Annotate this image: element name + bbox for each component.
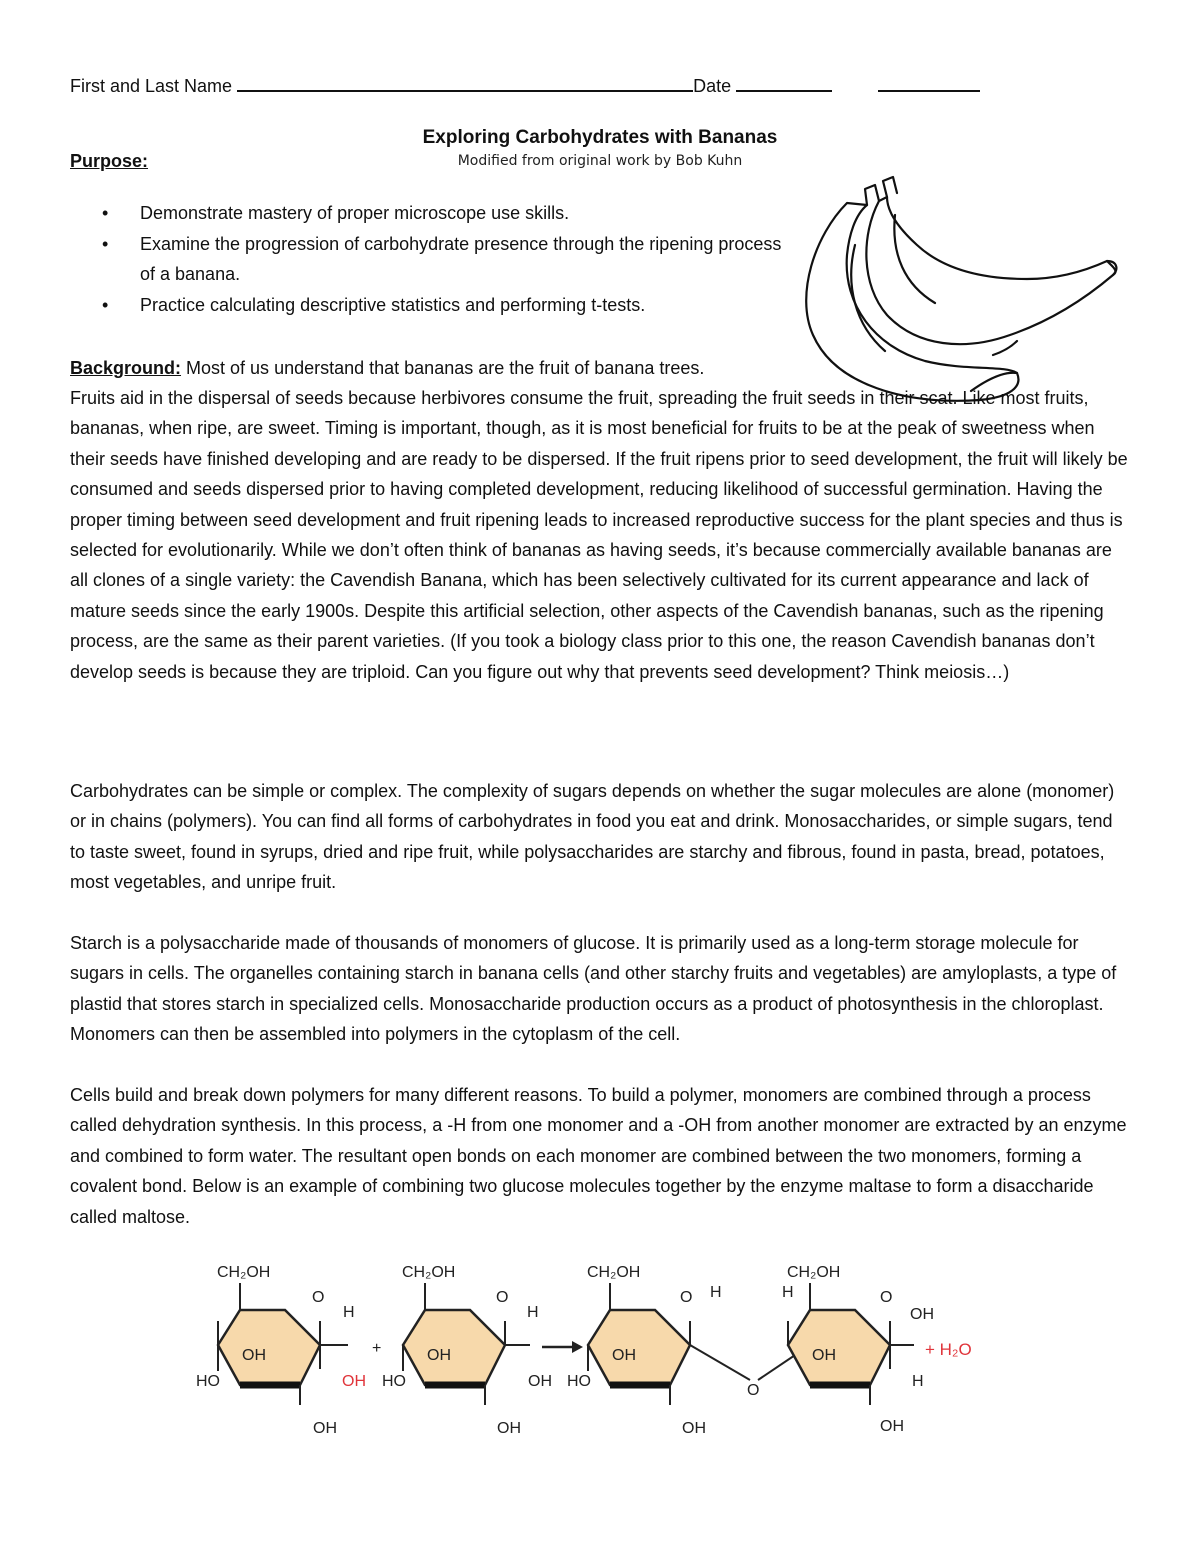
name-blank [237, 74, 693, 92]
oh-label: OH [242, 1347, 266, 1364]
purpose-item: • Examine the progression of carbohydrate presence through the ripening process of a banana. [70, 229, 790, 290]
background-intro: Most of us understand that bananas are the fruit of banana trees. [186, 358, 705, 378]
purpose-heading: Purpose: [70, 151, 149, 171]
maltose-diagram [190, 1255, 990, 1455]
o-label: O [747, 1382, 760, 1399]
oh-label: OH [528, 1373, 552, 1390]
name-label: First and Last Name [70, 76, 233, 96]
o-label: O [880, 1289, 893, 1306]
background-first-line [70, 353, 790, 383]
ch2oh-label: CH₂OH [402, 1264, 456, 1281]
ch2oh-label: CH₂OH [587, 1264, 641, 1281]
polymers-paragraph: Cells build and break down polymers for many different reasons. To build a polymer, monomers are combined through a process called dehydration synthesis. In this process, a -H from one monomer and a -OH from another monomer are extracted by an enzyme and combined to form water. The resultant open bonds on each monomer are combined between the two monomers, forming a covalent bond. Below is an example of combining two glucose molecules together by the enzyme maltase to form a disaccharide called maltose. [70, 1085, 1127, 1227]
h-label: H [782, 1284, 794, 1301]
ho-label: HO [196, 1373, 220, 1390]
glucose-molecule-2 [382, 1264, 552, 1437]
h-label: H [912, 1373, 924, 1390]
purpose-item: • Practice calculating descriptive statistics and performing t-tests. [70, 290, 790, 321]
date-label: Date [693, 76, 732, 96]
oh-label: OH [313, 1420, 337, 1437]
oh-label: OH [880, 1418, 904, 1435]
ch2oh-label: CH₂OH [787, 1264, 841, 1281]
reaction-arrow [542, 1341, 583, 1353]
starch-paragraph: Starch is a polysaccharide made of thousands of monomers of glucose. It is primarily used as a long-term storage molecule for sugars in cells. The organelles containing starch in banana cells (and other starchy fruits and vegetables) are amyloplasts, a type of plastid that stores starch in specialized cells. Monosaccharide production occurs as a product of photosynthesis in the chloroplast. Monomers can then be assembled into polymers in the cytoplasm of the cell. [70, 933, 1117, 1045]
plus-sign: + [372, 1340, 382, 1357]
glucose-ring [403, 1310, 505, 1385]
oh-label: OH [910, 1306, 934, 1323]
glucose-molecule-1 [196, 1264, 366, 1437]
ho-label: HO [382, 1373, 406, 1390]
oh-label: OH [812, 1347, 836, 1364]
purpose-list [70, 198, 790, 320]
h-label: H [710, 1284, 722, 1301]
oh-red-label: OH [342, 1373, 366, 1390]
banana-illustration [795, 175, 1125, 410]
purpose-item: • Demonstrate mastery of proper microscope use skills. [70, 198, 790, 229]
name-date-line [70, 74, 980, 97]
h-label: H [343, 1304, 355, 1321]
date-blank [736, 74, 832, 92]
extra-blank [878, 74, 980, 92]
o-label: O [496, 1289, 509, 1306]
oh-label: OH [682, 1420, 706, 1437]
glucose-ring [588, 1310, 690, 1385]
glucose-ring [218, 1310, 320, 1385]
page-title: Exploring Carbohydrates with Bananas [422, 127, 778, 148]
background-paragraph: Fruits aid in the dispersal of seeds because herbivores consume the fruit, spreading the fruit seeds in their scat. Like most fruits, bananas, when ripe, are sweet. Timing is important, though, as it is most beneficial for fruits to be at the peak of sweetness when their seeds have finished developing and are ready to be dispersed. If the fruit ripens prior to seed development, the fruit will likely be consumed and seeds dispersed prior to having completed development, reducing likelihood of successful germination. Having the proper timing between seed development and fruit ripening leads to increased reproductive success for the plant species and thus is selected for evolutionarily. While we don’t often think of bananas as having seeds, it’s because commercially available bananas are all clones of a single variety: the Cavendish Banana, which has been selectively cultivated for its current appearance and lack of mature seeds since the early 1900s. Despite this artificial selection, other aspects of the Cavendish bananas, such as the ripening process, are the same as their parent varieties. (If you took a biology class prior to this one, the reason Cavendish bananas don’t develop seeds is because they are triploid. Can you figure out why that prevents seed development? Think meiosis…) [70, 388, 1128, 682]
water-label: + H₂O [925, 1340, 972, 1359]
glucose-ring [788, 1310, 890, 1385]
carbohydrates-paragraph: Carbohydrates can be simple or complex. The complexity of sugars depends on whether the sugar molecules are alone (monomer) or in chains (polymers). You can find all forms of carbohydrates in food you eat and drink. Monosaccharides, or simple sugars, tend to taste sweet, found in syrups, dried and ripe fruit, while polysaccharides are starchy and fibrous, found in pasta, bread, potatoes, most vegetables, and unripe fruit. [70, 781, 1115, 893]
ho-label: HO [567, 1373, 591, 1390]
ch2oh-label: CH₂OH [217, 1264, 271, 1281]
oh-label: OH [497, 1420, 521, 1437]
oh-label: OH [612, 1347, 636, 1364]
oh-label: OH [427, 1347, 451, 1364]
o-label: O [680, 1289, 693, 1306]
page-subtitle: Modified from original work by Bob Kuhn [457, 153, 743, 169]
h-label: H [527, 1304, 539, 1321]
maltose-molecule [567, 1264, 972, 1437]
o-label: O [312, 1289, 325, 1306]
background-heading: Background: [70, 358, 182, 378]
